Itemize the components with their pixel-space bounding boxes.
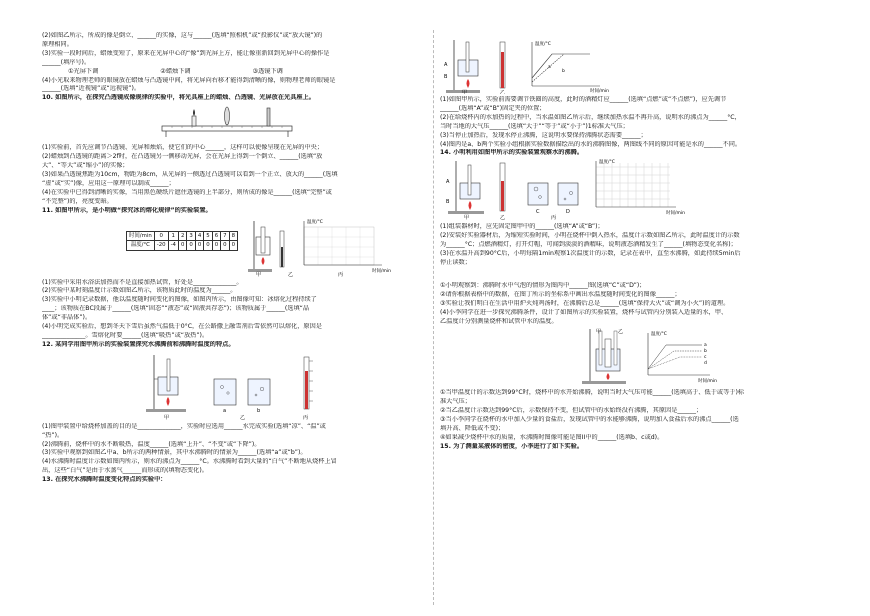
curve-label-b: b — [562, 69, 565, 74]
line: 体”或“非晶体”)。 — [42, 314, 92, 322]
line: 大”、“等大”或“缩小”)的实像； — [42, 162, 129, 170]
table-space — [440, 268, 835, 282]
line: (1)组装器材时，应先固定图甲中的______(选填“A”或“B”)； — [440, 223, 604, 231]
line: ②请你根据表格中的数据，在图丁所示的坐标系中画出水温度随时间变化的图像______； — [440, 290, 681, 298]
label-yi: 乙 — [240, 414, 246, 421]
line: ____；该物质在BC段属于______(选填“固态”“液态”或“固液共存态”)；该物质属于______(选填“晶 — [42, 305, 310, 313]
option-2: ②蜡烛下调 — [160, 67, 191, 75]
line: (4)小光取来物理老师的眼镜放在蜡烛与凸透镜中间，将光屏向右移才能得到清晰的像，则物理老师的眼镜是 — [42, 76, 336, 84]
options-row — [42, 68, 437, 77]
table-cell: 0 — [154, 231, 168, 241]
label-jia: 甲 — [256, 271, 262, 277]
line: 出，这些“白气”是由于水蒸气______而形成的(填物态变化)。 — [42, 467, 208, 475]
line: ③当小李同学在烧杯的水中加入少量的食盐后，发现试管中的水能够沸腾，说明加入食盐后水的沸点______(选 — [440, 416, 739, 424]
line: ______(填序号)。 — [42, 58, 91, 66]
table-header: 时间/min — [127, 231, 155, 241]
line: ②当乙温度计示数达到99°C后，示数保持不变，但试管中的水始终没有沸腾，其原因是______； — [440, 407, 703, 415]
label-yi: 乙 — [500, 90, 506, 94]
line: (4)小明完成实验后，想到冬天下雪后虽然气温低于0°C，在公路撒上融雪剂后雪依然可以熔化，原因是 — [42, 323, 322, 331]
option-1: ①光屏下调 — [68, 67, 99, 75]
figure-boiling-13 — [440, 38, 835, 94]
fig14-svg — [440, 159, 835, 221]
axis-label-x: 时间/min — [666, 211, 686, 217]
axis-label-x: 时间/min — [590, 89, 610, 94]
line: (1)实验中采用水浴法加热而不是直接加热试管，好处是______________。 — [42, 278, 243, 286]
line: (3)当停止加热后，发现水停止沸腾，这说明水要保持沸腾状态需要______； — [440, 131, 647, 139]
label-yi: 乙 — [500, 215, 506, 222]
question-14: 14. 小明利用如图甲所示的实验装置观察水的沸腾。 — [440, 149, 584, 157]
line: ④如果减少烧杯中水的质量，水沸腾时图像可能是图II中的______(选填b、c或d)。 — [440, 433, 664, 441]
label-A: A — [444, 62, 448, 68]
question-12: 12. 某同学用图甲所示的实验装置探究水沸腾前和沸腾时温度的特点。 — [42, 340, 235, 348]
question-13: 13. 在探究水沸腾时温度变化特点的实验中： — [42, 476, 167, 484]
line: 乙温度计分别测量烧杯和试管中水的温度。 — [440, 317, 558, 325]
table-cell: 6 — [212, 231, 220, 241]
line: (3)如果凸透镜焦距为10cm，物距为8cm，从光屏的一侧透过凸透镜可以看到一个正立、放大的______(选填 — [42, 170, 338, 178]
curve-label-a: a — [548, 65, 551, 70]
line: (2)沸腾前，烧杯中的水不断吸热，温度______(选填“上升”、“不变”或“下降”)。 — [42, 440, 261, 448]
label-a: a — [223, 407, 227, 414]
line: ①小明观察到：沸腾时水中气泡的情形为图丙中______图(选填“C”或“D”)； — [440, 281, 646, 289]
option-3: ③透镜下调 — [252, 67, 283, 75]
curve-label-b: b — [704, 349, 707, 355]
table-cell: 5 — [204, 231, 212, 241]
table-cell: 0 — [212, 241, 220, 251]
label-bing: 丙 — [303, 414, 309, 421]
axis-label-y: 温度/°C — [307, 219, 323, 225]
line: ①当甲温度计的示数达到99°C时，烧杯中的水开始沸腾，说明当时大气压可能______(选填高于、低于或等于)标 — [440, 389, 745, 397]
label-jia: 甲 — [464, 215, 470, 222]
axis-label-y: 温度/°C — [599, 160, 615, 166]
left-column — [42, 32, 437, 485]
question-10: 10. 如图所示，在探究凸透镜成像规律的实验中，将光具座上的蜡烛、凸透镜、光屏放在光具座上。 — [42, 94, 315, 102]
axis-label-y: 温度/°C — [651, 332, 667, 338]
table-cell: 0 — [229, 241, 237, 251]
line: ______________。雪熔化时要______(选填“吸热”或“放热”)。 — [42, 331, 209, 339]
table-cell: 0 — [221, 241, 229, 251]
table-cell: 7 — [221, 231, 229, 241]
line: (3)实验中小明记录数据，他以温度随时间变化的图像，如图丙所示，由图像可知：冰熔化过程持续了 — [42, 296, 317, 304]
label-jia: 甲 — [462, 90, 468, 94]
table-cell: 2 — [178, 231, 186, 241]
figure-optical-bench — [42, 104, 437, 142]
curve-label-a: a — [704, 343, 707, 349]
line: (4)图丙是a、b两个实验小组根据实验数据描绘出的水的沸腾图像，两图线不同的原因可能是水的______不同。 — [440, 140, 742, 148]
label-bing: 丙 — [338, 271, 344, 277]
line: 填升高、降低或不变)； — [440, 425, 505, 433]
table-cell: -20 — [154, 241, 168, 251]
label-b: b — [257, 407, 261, 414]
label-jia: 甲 — [596, 329, 602, 336]
line: 为______°C；点燃酒精灯，打开灯帽，可闻到淡淡的酒精味，说明液态酒精发生了______(填物态变化名称)； — [440, 241, 737, 249]
line: (4)水沸腾时温度计示数如图丙所示，则水的沸点为______°C。水沸腾时看到大量的“白气”不断地从烧杯上冒 — [42, 458, 337, 466]
table-cell: 1 — [168, 231, 178, 241]
curve-label-c: c — [704, 355, 707, 361]
right-column — [440, 37, 835, 452]
optical-bench-svg — [42, 104, 437, 142]
line: 准大气压； — [440, 398, 471, 406]
curve-label-d: d — [704, 361, 707, 367]
line: 原理相同。 — [42, 40, 73, 48]
line: “虚”或“实”)像，应用这一原理可以制成______； — [42, 179, 175, 187]
line: (3)实验中观察到如图乙中a、b所示的两种情景，其中水沸腾时的情景为______(选填“a”或“b”)。 — [42, 449, 307, 457]
line: ③实验让我们明白在生活中用炉火炖鸡汤时，在沸腾后总是______(选填“保持大火”或“调为小火”)的道理。 — [440, 299, 730, 307]
line: “不完整”)的，亮度变暗。 — [42, 197, 113, 205]
axis-label-x: 时间/min — [372, 268, 392, 274]
table-cell: 0 — [195, 241, 203, 251]
table-cell: 4 — [195, 231, 203, 241]
question-11: 11. 如图甲所示，是小明做“探究冰的熔化规律”的实验装置。 — [42, 206, 212, 214]
table-cell: 0 — [204, 241, 212, 251]
question-15: 15. 为了测量某液体的密度，小李进行了如下实验。 — [440, 442, 584, 450]
ice-figure-svg — [42, 217, 437, 277]
label-yi: 乙 — [288, 271, 294, 277]
line: ______(选填“A”或“B”)固定夹的位置； — [440, 104, 546, 112]
fig15-svg — [440, 327, 835, 387]
fig13-svg — [440, 38, 835, 94]
line: 当时当地的大气压______(选填“大于”“等于”或“小于”)1标准大气压； — [440, 122, 629, 130]
line: (4)在实验中已得到清晰的实像，当用黑色硬纸片遮住透镜的上半部分，则所成的像是______(选填“完整”或 — [42, 188, 332, 196]
table-cell: 3 — [187, 231, 195, 241]
line: (1)图甲装置中给烧杯加盖的目的是______________，实验时应选用______水完成实验(选填“凉”、“温”或 — [42, 422, 326, 430]
line: 停止读数； — [440, 258, 471, 266]
line: (2)安装好实验器材后，为缩短实验时间，小明在烧杯中倒入热水，温度计示数如图乙所示，此时温度计的示数 — [440, 232, 740, 240]
table-cell: -4 — [168, 241, 178, 251]
line: (2)实验中某时刻温度计示数如图乙所示，该物质此时的温度为______。 — [42, 287, 237, 295]
line: (1)实验前，首先应调节凸透镜、光屏和烛焰，使它们的中心______，这样可以使像呈现在光屏的中央； — [42, 144, 324, 152]
line: (2)在给烧杯内的水加热的过程中，当水温如图乙所示后，继续加热水温不再升高，说明水的沸点为______°C， — [440, 113, 741, 121]
label-yi: 乙 — [618, 329, 624, 336]
line: (4)小李同学在进一步探究沸腾条件，设计了如图所示的实验装置，烧杯与试管内分别装入适量的水，甲、 — [440, 308, 728, 316]
axis-label-x: 时间/min — [698, 379, 718, 385]
table-cell: 8 — [229, 231, 237, 241]
line: “热”)。 — [42, 431, 64, 439]
line: (3)在水温升高到90°C后，小明每隔1min观察1次温度计的示数，记录在表中，直至水沸腾，如此持续5min后 — [440, 250, 741, 258]
boiling-figure-svg — [42, 351, 437, 421]
line: (2)如图乙所示，所成的像是倒立、______的实像，这与______(选填“照相机”或“投影仪”或“放大镜”)的 — [42, 32, 323, 39]
label-B: B — [444, 74, 448, 80]
figure-boiling-15 — [440, 327, 835, 387]
label-C: C — [536, 209, 540, 216]
line: (2)蜡烛到凸透镜的距离＞2f时，在凸透镜另一侧移动光屏，会在光屏上得到一个倒立、______(选填“放 — [42, 153, 323, 161]
figure-boiling-14 — [440, 159, 835, 221]
line: ______(选填“近视镜”或“远视镜”)。 — [42, 85, 141, 93]
line: (3)实验一段时间后，蜡烛变短了，原来在光屏中心的“像”到光屏上方，能让像重新回到光屏中心的操作是 — [42, 49, 330, 57]
axis-label-y: 温度/°C — [535, 42, 551, 47]
table-header: 温度/°C — [127, 241, 155, 251]
figure-boiling-12 — [42, 351, 437, 421]
table-cell: 0 — [187, 241, 195, 251]
label-B: B — [446, 199, 450, 206]
table-cell: 0 — [178, 241, 186, 251]
label-D: D — [566, 209, 570, 216]
label-jia: 甲 — [164, 414, 170, 421]
figure-ice-melting — [42, 217, 437, 277]
label-A: A — [446, 179, 450, 186]
line: (1)如图甲所示，实验前需要调节铁圈的高度，此时的酒精灯应______(选填“点燃”或“不点燃”)，应先调节 — [440, 96, 727, 103]
label-bing: 丙 — [551, 215, 557, 222]
